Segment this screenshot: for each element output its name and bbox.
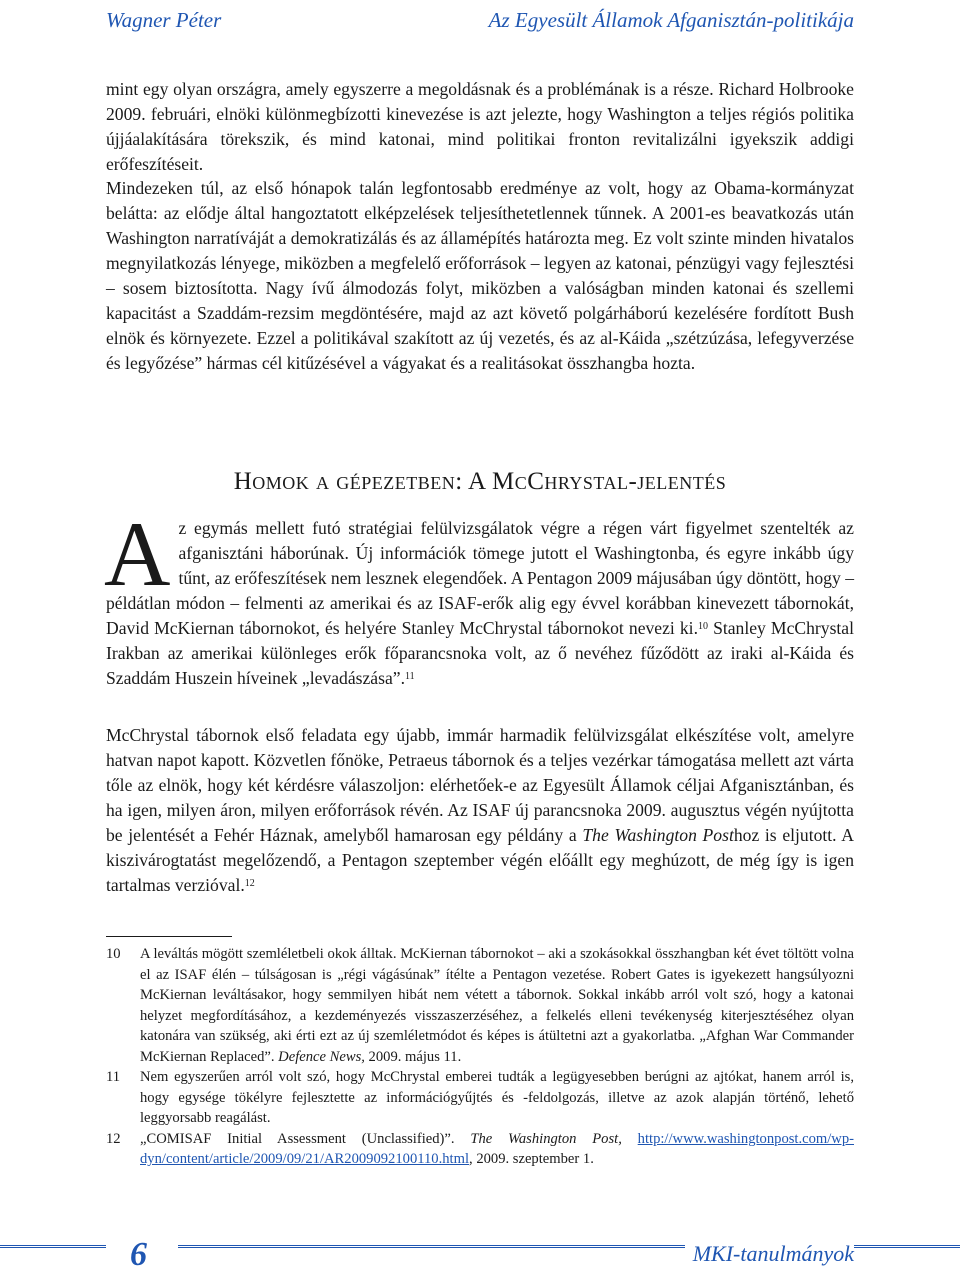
drop-cap: A	[104, 503, 171, 605]
footnote-number: 12	[106, 1130, 121, 1147]
paragraph-4-text-a: McChrystal tábornok első feladata egy újabb, immár harmadik felülvizsgálat elkészítése volt, amelyre hatvan napot kapott. Közvetlen főnöke, Petraeus tábornok és a teljes vezérkar támogatása mellett azt várta tőle az elnök, hogy két kérdésre válaszoljon: elérhetőek-e az Egyesült Államok céljai Afganisztánban, és ha igen, milyen áron, milyen erőforrások révén. Az ISAF új parancsnoka 2009. augusztus végén nyújtotta be jelentését a Fehér Háznak, amelyből hamarosan egy példány a	[106, 725, 854, 845]
footnote-italic: Defence News,	[278, 1048, 365, 1065]
footnote-text: „COMISAF Initial Assessment (Unclassified)”.	[140, 1130, 471, 1147]
paragraph-3-text-a: z egymás mellett futó stratégiai felülvizsgálatok végre a régen várt figyelmet szentelték az afganisztáni háborúnak. Új információk tömege jutott el Washingtonba, és egyre inkább úgy tűnt, az erőfeszítések nem lesznek elegendőek. A Pentagon 2009 májusában úgy döntött, hogy – példátlan módon – felmenti az amerikai és az ISAF-erők alig egy évvel korábban kinevezett tábornokát, David McKiernan tábornokot, és helyére Stanley McChrystal tábornokot nevezi ki.	[106, 518, 854, 638]
footnotes	[106, 944, 854, 1170]
page-number: 6	[130, 1236, 147, 1273]
paragraph-4-italic: The Washington Post	[582, 825, 734, 845]
running-header	[0, 6, 960, 42]
footnote-italic: The Washington Post,	[470, 1130, 622, 1147]
header-title: Az Egyesült Államok Afganisztán-politikája	[488, 8, 854, 32]
paragraph-4-text-b: hoz is eljutott. A kiszivárogtatást megelőzendő, a Pentagon szeptember végén előállt egy meghúzott, de még így is igen tartalmas verzióval.	[106, 825, 854, 895]
paragraph-3-text-b: Stanley McChrystal Irakban az amerikai különleges erők főparancsnoka volt, az ő nevéhez fűződött az iraki al-Káida és Szaddám Huszein híveinek „levadászása”.	[106, 618, 854, 688]
paragraph-1: mint egy olyan országra, amely egyszerre a megoldásnak és a problémának is a része. Richard Holbrooke 2009. februári, elnöki különmegbízotti kinevezése is azt jelezte, hogy Washington a teljes régiós politika újjáalakítására törekszik, és mind katonai, mind politikai fronton revitalizálni igyekszik addigi erőfeszítéseit.	[106, 79, 854, 174]
section-heading: Homok a gépezetben: A McChrystal-jelentés	[233, 468, 727, 495]
footnote-ref-11[interactable]: 11	[404, 671, 415, 682]
publication-name: MKI-tanulmányok	[685, 1241, 854, 1267]
footnote-tail: , 2009. szeptember 1.	[469, 1151, 594, 1167]
footnote-text: A leváltás mögött szemléletbeli okok álltak. McKiernan tábornokot – aki a szokásokkal összhangban két évet töltött volna el az ISAF élén – túlságosan is „régi vágásúnak” ítélte a Pentagon vezetése. Robert Gates is igyekezett hangsúlyozni McKiernan leváltásakor, hogy semmilyen hibát nem vétett a tábornok. Sokkal inkább arról volt szó, hogy a katonai helyzet megfordításához, a kezdeményezés visszaszerzéséhez, a felkelés elleni tevékenység kiterjesztéséhez olyan katonára van szükség, aki érti ezt az új szemléletmódot és képes is átültetni azt a gyakorlatba. „Afghan War Commander McKiernan Replaced”.	[140, 946, 854, 1065]
footnote-ref-12[interactable]: 12	[244, 878, 255, 889]
footnote-text: Nem egyszerűen arról volt szó, hogy McChrystal emberei tudták a legügyesebben berúgni az ajtókat, hanem arról is, hogy egysége tökélyre fejlesztette az információgyűjtés és -feldolgozás, illetve az azok alapján történő, lehető leggyorsabb reagálást.	[140, 1069, 854, 1126]
footnote-number: 10	[106, 946, 121, 962]
footnote-11	[106, 1067, 854, 1129]
footnote-number: 11	[106, 1069, 121, 1085]
footnote-tail: 2009. május 11.	[364, 1048, 462, 1065]
footnote-10	[106, 944, 854, 1067]
footnote-divider	[106, 936, 232, 937]
paragraph-2: Mindezeken túl, az első hónapok talán legfontosabb eredménye az volt, hogy az Obama-kormányzat belátta: az elődje által hangoztatott elképzelések teljesíthetetlennek tűnnek. A 2001-es beavatkozás után Washington narratíváját a demokratizálás és az államépítés határozta meg. Ez volt szinte minden hivatalos megnyilatkozás lényege, miközben a megfelelő erőforrások – legyen az katonai, pénzügyi vagy fejlesztési – sosem biztosította. Nagy ívű álmodozás folyt, miközben a valóságban minden katonai és szellemi kapacitást a Szaddám-rezsim megdöntésére, majd az azt követő polgárháború kezelésére fordított Bush elnök és környezete. Ezzel a politikával szakított az új vezetés, és az al-Káida „szétzúzása, lefegyverzése és legyőzése” hármas cél kitűzésével a vágyakat és a realitásokat összhangba hozta.	[106, 178, 854, 373]
header-author: Wagner Péter	[106, 8, 222, 32]
paragraph-4	[106, 723, 854, 898]
footnote-ref-10[interactable]: 10	[697, 621, 708, 632]
footnote-link[interactable]: http://www.washingtonpost.com/wp-dyn/content/article/2009/09/21/AR2009092100110.html	[140, 1130, 854, 1167]
paragraph-3	[104, 503, 854, 691]
footnote-12	[106, 1129, 854, 1170]
